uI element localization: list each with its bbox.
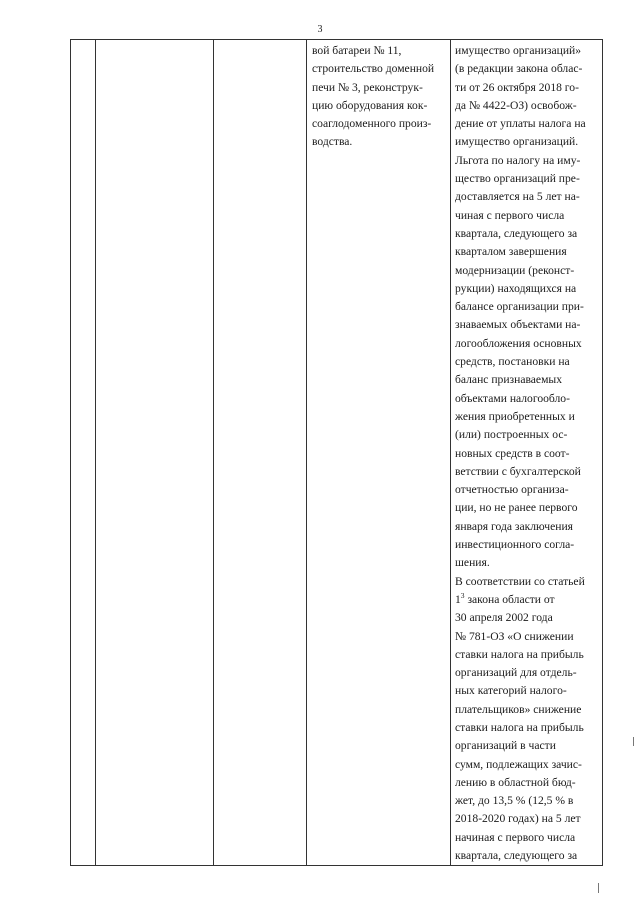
- text-line: дение от уплаты налога на: [455, 117, 586, 131]
- text-line: кварталом завершения: [455, 245, 567, 259]
- text-line: ных категорий налого-: [455, 684, 567, 698]
- text-line: балансе организации при-: [455, 300, 584, 314]
- text-line: квартала, следующего за: [455, 849, 578, 863]
- text-line: строительство доменной: [312, 62, 435, 76]
- article-reference-rest: закона области от: [464, 592, 555, 606]
- text-line: водства.: [312, 135, 353, 149]
- table-cell-col4: [307, 40, 451, 866]
- col5-text: [451, 40, 602, 865]
- scan-margin-mark: [633, 737, 634, 746]
- table-cell-col5: [451, 40, 603, 866]
- text-line: печи № 3, реконструк-: [312, 80, 423, 94]
- text-line: ветствии с бухгалтерской: [455, 464, 581, 478]
- text-line: организаций для отдель-: [455, 666, 577, 680]
- text-line: модернизации (реконст-: [455, 263, 575, 277]
- text-line: вой батареи № 11,: [312, 44, 402, 57]
- text-line: имущество организаций»: [455, 44, 582, 57]
- text-line: 2018-2020 годах) на 5 лет: [455, 812, 581, 826]
- article-number: 1: [455, 592, 461, 606]
- table-cell-col3: [214, 40, 307, 866]
- text-line: ции, но не ранее первого: [455, 501, 578, 515]
- text-line: жет, до 13,5 % (12,5 % в: [455, 794, 574, 808]
- text-line: ставки налога на прибыль: [455, 720, 584, 734]
- text-line: логообложения основных: [455, 336, 582, 350]
- text-line: да № 4422-ОЗ) освобож-: [455, 98, 577, 112]
- text-line: квартала, следующего за: [455, 226, 578, 240]
- text-line: имущество организаций.: [455, 135, 579, 149]
- text-line: № 781-ОЗ «О снижении: [455, 629, 574, 643]
- text-line: доставляется на 5 лет на-: [455, 190, 580, 204]
- text-line: щество организаций пре-: [455, 172, 580, 186]
- text-line: В соответствии со статьей: [455, 574, 585, 588]
- text-line: инвестиционного согла-: [455, 538, 575, 552]
- text-line: организаций в части: [455, 739, 556, 753]
- text-line: цию оборудования кок-: [312, 98, 428, 112]
- text-line: шения.: [455, 556, 490, 570]
- table-row: [71, 40, 603, 866]
- text-line: средств, постановки на: [455, 355, 570, 369]
- text-line: ставки налога на прибыль: [455, 647, 584, 661]
- text-line: чиная с первого числа: [455, 208, 565, 222]
- table-cell-col2: [96, 40, 214, 866]
- text-line: января года заключения: [455, 519, 573, 533]
- article-reference-line: [455, 591, 602, 609]
- text-line: соаглодоменного произ-: [312, 117, 432, 131]
- page-number: 3: [317, 24, 323, 35]
- text-line: начиная с первого числа: [455, 830, 576, 844]
- document-table: [70, 39, 603, 866]
- col4-text: [307, 40, 450, 152]
- text-line: ти от 26 октября 2018 го-: [455, 80, 579, 94]
- scan-margin-mark: [598, 883, 599, 893]
- text-line: (или) построенных ос-: [455, 428, 568, 442]
- text-line: сумм, подлежащих зачис-: [455, 757, 582, 771]
- article-superscript: 3: [460, 590, 465, 600]
- text-line: 30 апреля 2002 года: [455, 611, 553, 625]
- text-line: отчетностью организа-: [455, 483, 569, 497]
- text-line: новных средств в соот-: [455, 446, 570, 460]
- text-line: объектами налогообло-: [455, 391, 570, 405]
- text-line: Льгота по налогу на иму-: [455, 153, 581, 167]
- text-line: баланс признаваемых: [455, 373, 562, 387]
- text-line: рукции) находящихся на: [455, 281, 577, 295]
- text-line: (в редакции закона облас-: [455, 62, 583, 76]
- text-line: знаваемых объектами на-: [455, 318, 581, 332]
- text-line: лению в областной бюд-: [455, 775, 576, 789]
- text-line: жения приобретенных и: [455, 409, 575, 423]
- table-cell-col1: [71, 40, 96, 866]
- text-line: плательщиков» снижение: [455, 702, 582, 716]
